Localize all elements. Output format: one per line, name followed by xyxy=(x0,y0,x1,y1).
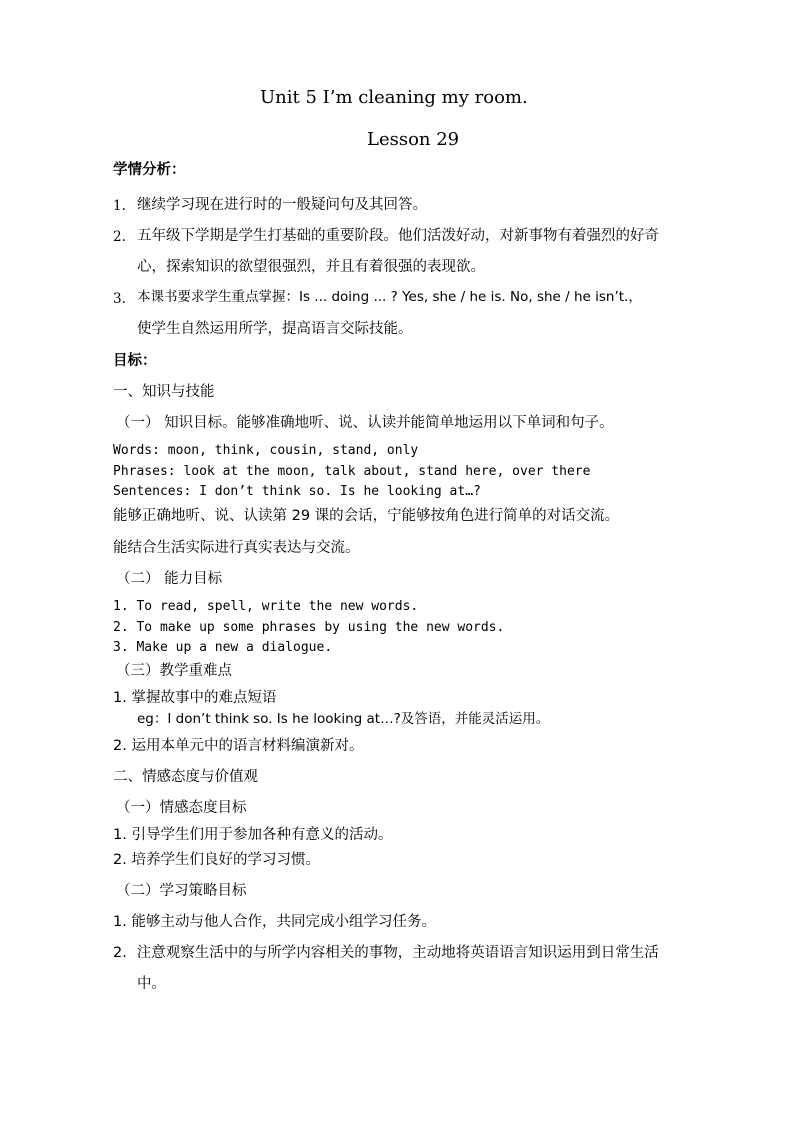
emotion-goal-title: （一）情感态度目标 xyxy=(116,800,247,816)
analysis-item-3: 本课书要求学生重点掌握：Is ... doing ... ? Yes, she / he is. No, she / he isn’t.， xyxy=(137,289,642,305)
knowledge-goal-title: （一） 知识目标。能够准确地听、说、认读并能简单地运用以下单词和句子。 xyxy=(116,415,614,431)
goals-heading: 目标： xyxy=(113,353,157,369)
key-points-item-2: 2. 运用本单元中的语言材料编演新对。 xyxy=(113,738,364,754)
words-line: Words: moon, think, cousin, stand, only xyxy=(113,443,419,458)
knowledge-goal-line-1: 能够正确地听、说、认读第 29 课的会话，宁能够按角色进行简单的对话交流。 xyxy=(113,508,620,524)
key-points-item-1: 1. 掌握故事中的难点短语 xyxy=(113,690,277,706)
analysis-item-3-cont: 使学生自然运用所学，提高语言交际技能。 xyxy=(137,321,413,337)
strategy-item-2-cont: 中。 xyxy=(137,976,166,992)
key-points-title: （三）教学重难点 xyxy=(116,663,232,679)
ability-goal-title: （二） 能力目标 xyxy=(116,571,223,587)
emotion-item-1: 1. 引导学生们用于参加各种有意义的活动。 xyxy=(113,827,393,843)
section-knowledge-skills: 一、知识与技能 xyxy=(113,384,215,400)
analysis-item-1-num: 1. xyxy=(113,198,126,214)
emotion-item-2: 2. 培养学生们良好的学习习惯。 xyxy=(113,852,320,868)
sentences-line: Sentences: I don’t think so. Is he looking at…? xyxy=(113,484,481,499)
strategy-item-2: 2．注意观察生活中的与所学内容相关的事物，主动地将英语语言知识运用到日常生活 xyxy=(113,945,659,961)
strategy-goal-title: （二）学习策略目标 xyxy=(116,883,247,899)
analysis-item-2-num: 2. xyxy=(113,229,126,245)
knowledge-goal-line-2: 能结合生活实际进行真实表达与交流。 xyxy=(113,540,360,556)
analysis-item-3-num: 3. xyxy=(113,291,126,307)
lesson-title: Lesson 29 xyxy=(367,129,460,150)
section-emotion-values: 二、情感态度与价值观 xyxy=(113,769,258,785)
phrases-line: Phrases: look at the moon, talk about, stand here, over there xyxy=(113,464,591,479)
document-title: Unit 5 I’m cleaning my room. xyxy=(260,87,528,108)
strategy-item-1: 1. 能够主动与他人合作，共同完成小组学习任务。 xyxy=(113,914,436,930)
ability-item-3: 3. Make up a new a dialogue. xyxy=(113,640,333,655)
ability-item-2: 2. To make up some phrases by using the new words. xyxy=(113,620,505,635)
analysis-item-1: 继续学习现在进行时的一般疑问句及其回答。 xyxy=(137,197,427,213)
analysis-item-2-cont: 心，探索知识的欲望很强烈，并且有着很强的表现欲。 xyxy=(137,259,485,275)
key-points-example: eg：I don’t think so. Is he looking at…?及答语，并能灵活运用。 xyxy=(137,711,550,727)
analysis-item-2: 五年级下学期是学生打基础的重要阶段。他们活泼好动，对新事物有着强烈的好奇 xyxy=(137,228,659,244)
ability-item-1: 1. To read, spell, write the new words. xyxy=(113,599,419,614)
analysis-heading: 学情分析： xyxy=(113,162,186,178)
